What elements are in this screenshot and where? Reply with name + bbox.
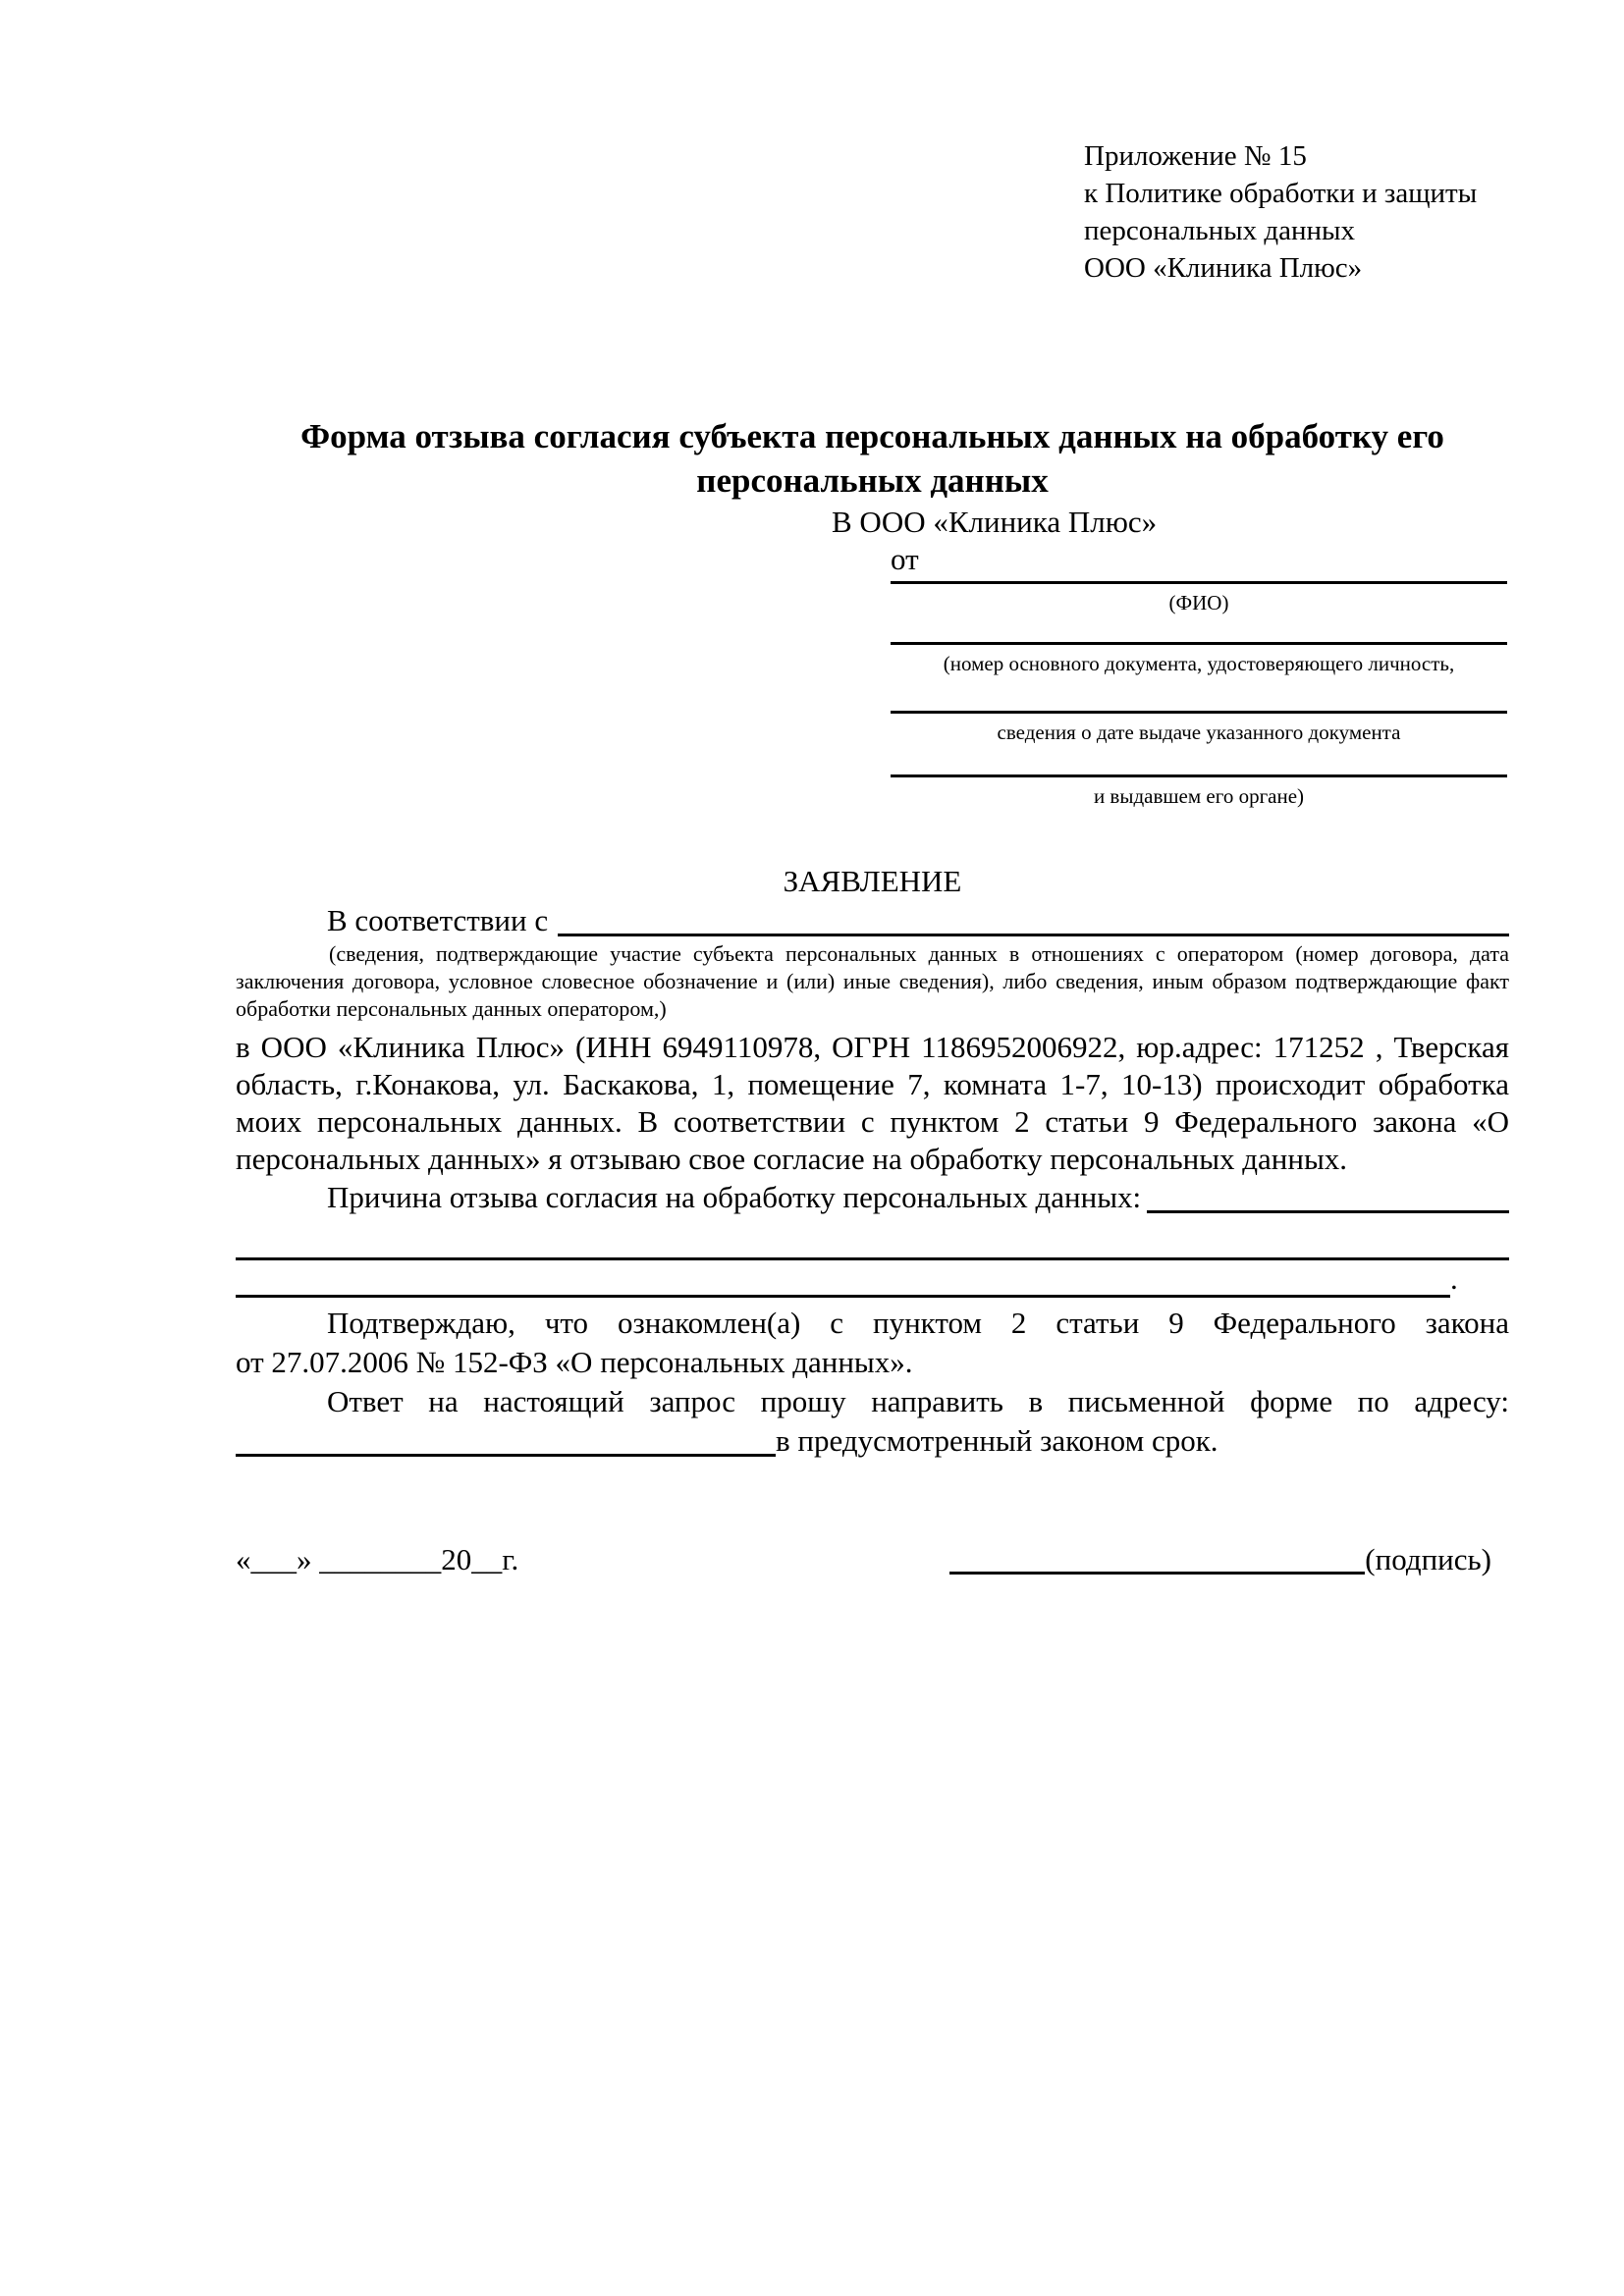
addressee-from-label: от: [891, 542, 919, 576]
fio-fill-line: [891, 577, 1507, 584]
document-number-caption: (номер основного документа, удостоверяющего личность,: [943, 652, 1455, 675]
fio-caption: (ФИО): [1168, 591, 1229, 614]
reason-fill-row-3: [236, 1260, 1509, 1298]
reason-fill-line-1: [1147, 1210, 1509, 1213]
issue-date-fill-line: [891, 676, 1507, 714]
document-number-field: [891, 615, 1507, 676]
signature-field: [949, 1539, 1491, 1579]
issuing-authority-caption: и выдавшем его органе): [1093, 784, 1305, 808]
signature-row: [236, 1539, 1509, 1579]
appendix-line-4: ООО «Клиника Плюс»: [1084, 252, 1363, 284]
appendix-note: [1084, 137, 1509, 287]
statement-body: в ООО «Клиника Плюс» (ИНН 6949110978, ОГРН 1186952006922, юр.адрес: 171252 , Тверская область, г.Конакова, ул. Баскакова, 1, помещение 7, комната 1-7, 10-13) происходит обработка моих персональных данных. В соответствии с пунктом 2 статьи 9 Федерального закона «О персональных данных» я отзываю свое согласие на обработку персональных данных.: [236, 1030, 1509, 1176]
addressee-block: [832, 503, 1509, 809]
reason-line-period: .: [1450, 1261, 1458, 1296]
appendix-line-2: к Политике обработки и защиты: [1084, 178, 1478, 209]
address-fill-line: [236, 1421, 776, 1457]
addressee-to: В ООО «Клиника Плюс»: [832, 505, 1158, 539]
document-number-fill-line: [891, 615, 1507, 645]
issuing-authority-field: [891, 745, 1507, 809]
reply-line-1: Ответ на настоящий запрос прошу направить в письменной форме по адресу:: [327, 1384, 1509, 1418]
issue-date-field: [891, 676, 1507, 745]
reason-fill-line-3: [236, 1264, 1450, 1298]
appendix-line-3: персональных данных: [1084, 215, 1356, 246]
issuing-authority-fill-line: [891, 745, 1507, 777]
basis-prefix: В соответствии с: [327, 903, 549, 937]
reason-label: Причина отзыва согласия на обработку персональных данных:: [327, 1180, 1142, 1214]
date-blank: «___» ________20__г.: [236, 1542, 519, 1576]
basis-fill-line: [558, 934, 1509, 936]
signature-caption: (подпись): [1365, 1542, 1491, 1576]
confirm-line-2: от 27.07.2006 № 152-ФЗ «О персональных данных».: [236, 1345, 913, 1379]
basis-line: [236, 901, 1509, 940]
appendix-line-1: Приложение № 15: [1084, 140, 1307, 172]
fio-field: [891, 577, 1507, 615]
statement-heading: ЗАЯВЛЕНИЕ: [783, 864, 962, 898]
document-title: Форма отзыва согласия субъекта персональных данных на обработку его персональных данных: [300, 417, 1444, 500]
basis-footnote: (сведения, подтверждающие участие субъекта персональных данных в отношениях с оператором (номер договора, дата заключения договора, условное словесное обозначение и (или) иные сведения), либо сведения, иным образом подтверждающие факт обработки персональных данных оператором,): [236, 941, 1509, 1021]
signature-fill-line: [949, 1539, 1365, 1575]
reason-fill-line-2: [236, 1217, 1509, 1260]
confirm-line-1: Подтверждаю, что ознакомлен(а) с пунктом 2 статьи 9 Федерального закона: [327, 1306, 1509, 1340]
reply-suffix: в предусмотренный законом срок.: [776, 1423, 1218, 1458]
reason-line: [236, 1178, 1509, 1217]
reply-line-2: [236, 1421, 1509, 1461]
issue-date-caption: сведения о дате выдаче указанного документа: [997, 721, 1401, 744]
